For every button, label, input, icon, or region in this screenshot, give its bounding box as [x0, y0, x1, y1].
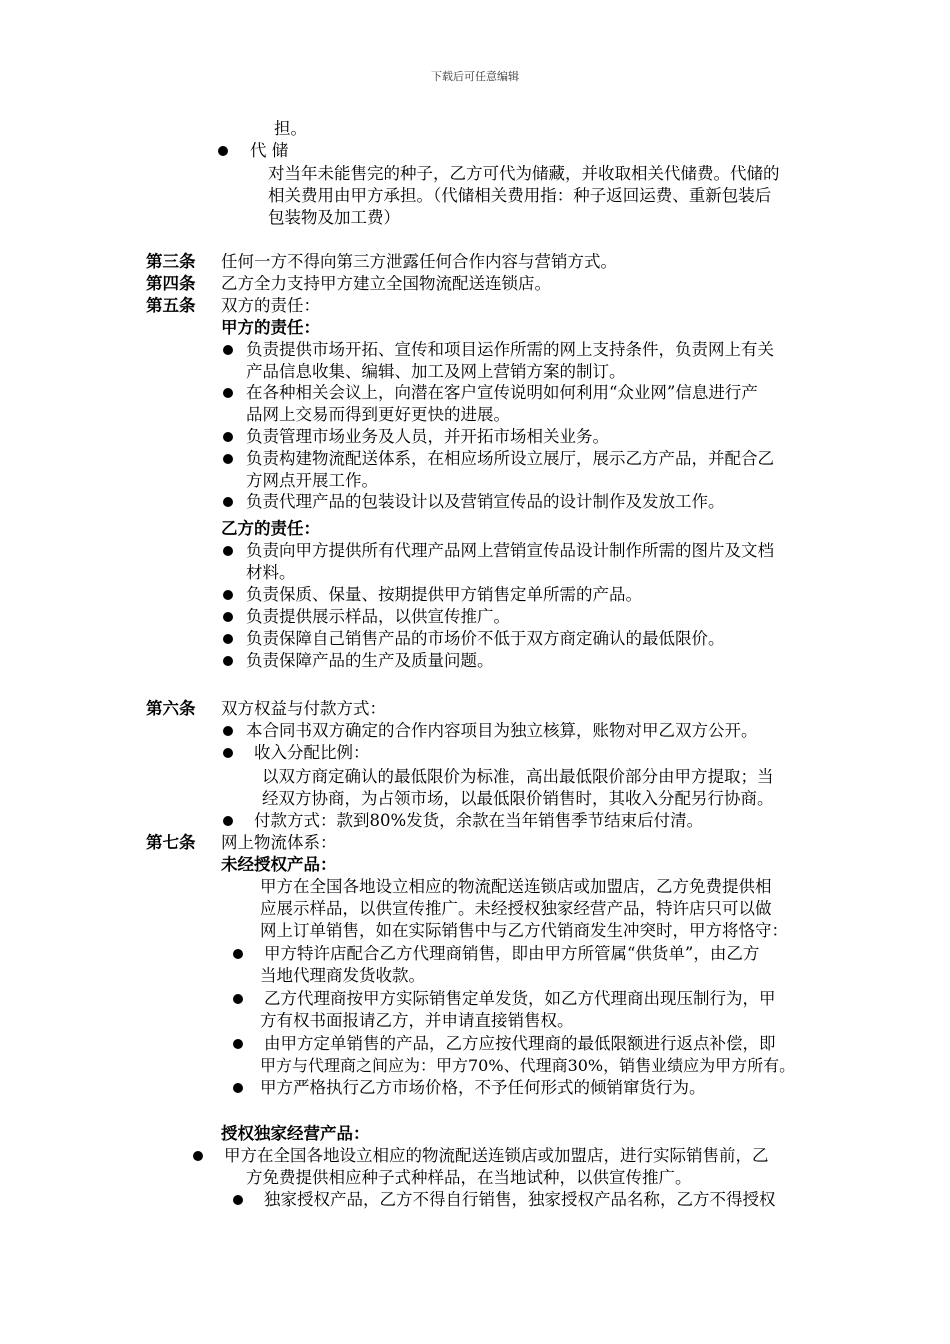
text-line: 包装物及加工费） [268, 208, 400, 227]
bullet-icon [223, 546, 233, 556]
article-text: 乙方全力支持甲方建立全国物流配送连锁店。 [221, 274, 551, 293]
bullet-icon [223, 748, 233, 758]
text-line: 以双方商定确认的最低限价为标准，高出最低限价部分由甲方提取；当 [262, 767, 774, 786]
article-number: 第七条 [146, 833, 196, 852]
bullet-icon [233, 1039, 243, 1049]
list-item: 负责向甲方提供所有代理产品网上营销宣传品设计制作所需的图片及文档 [246, 541, 774, 560]
list-item: 产品信息收集、编辑、加工及网上营销方案的制订。 [246, 362, 626, 381]
list-item: 独家授权产品，乙方不得自行销售，独家授权产品名称，乙方不得授权 [264, 1190, 776, 1209]
text-line: 对当年未能售完的种子，乙方可代为储藏，并收取相关代储费。代储的 [268, 164, 780, 183]
article-text: 网上物流体系： [221, 833, 337, 852]
list-item: 负责提供市场开拓、宣传和项目运作所需的网上支持条件，负责网上有关 [246, 340, 774, 359]
list-item: 负责保障产品的生产及质量问题。 [246, 651, 494, 670]
list-item: 材料。 [246, 563, 296, 582]
text-line: 相关费用由甲方承担。（代储相关费用指：种子返回运费、重新包装后 [268, 186, 772, 205]
text-line: 甲方在全国各地设立相应的物流配送连锁店或加盟店，乙方免费提供相 [260, 877, 772, 896]
bullet-icon [218, 146, 228, 156]
list-item: 负责保障自己销售产品的市场价不低于双方商定确认的最低限价。 [246, 629, 725, 648]
section-heading: 甲方的责任： [221, 318, 320, 337]
list-item: 当地代理商发货收款。 [260, 966, 425, 985]
page-header: 下载后可任意编辑 [431, 70, 519, 83]
list-item: 方网点开展工作。 [246, 471, 378, 490]
bullet-icon [233, 1083, 243, 1093]
list-item: 由甲方定单销售的产品，乙方应按代理商的最低限额进行返点补偿，即 [264, 1034, 776, 1053]
bullet-icon [193, 1151, 203, 1161]
text-line: 应展示样品，以供宣传推广。未经授权独家经营产品，特许店只可以做 [260, 899, 772, 918]
bullet-icon [233, 994, 243, 1004]
list-item: 甲方在全国各地设立相应的物流配送连锁店或加盟店，进行实际销售前，乙 [224, 1146, 769, 1165]
list-item: 方免费提供相应种子式种样品，在当地试种，以供宣传推广。 [246, 1168, 692, 1187]
list-item: 收入分配比例： [254, 743, 370, 762]
bullet-icon [223, 816, 233, 826]
bullet-icon [233, 949, 243, 959]
text-line: 经双方协商，为占领市场，以最低限价销售时，其收入分配另行协商。 [262, 789, 774, 808]
article-number: 第四条 [146, 274, 196, 293]
bullet-icon [233, 1195, 243, 1205]
list-item: 甲方与代理商之间应为：甲方70%、代理商30%，销售业绩应为甲方所有。 [260, 1056, 796, 1075]
bullet-icon [223, 388, 233, 398]
bullet-icon [223, 634, 233, 644]
list-item: 本合同书双方确定的合作内容项目为独立核算，账物对甲乙双方公开。 [246, 721, 758, 740]
list-item: 负责构建物流配送体系，在相应场所设立展厅，展示乙方产品，并配合乙 [246, 449, 774, 468]
text-line: 担。 [274, 119, 307, 138]
list-item: 方有权书面报请乙方，并申请直接销售权。 [260, 1011, 574, 1030]
section-heading: 未经授权产品： [221, 855, 337, 874]
text-line: 网上订单销售，如在实际销售中与乙方代销商发生冲突时，甲方将恪守： [260, 921, 788, 940]
bullet-icon [223, 590, 233, 600]
bullet-icon [223, 454, 233, 464]
article-text: 任何一方不得向第三方泄露任何合作内容与营销方式。 [221, 252, 617, 271]
bullet-icon [223, 497, 233, 507]
list-item: 付款方式：款到80%发货，余款在当年销售季节结束后付清。 [254, 811, 704, 830]
list-item: 甲方严格执行乙方市场价格，不予任何形式的倾销窜货行为。 [260, 1078, 706, 1097]
bullet-icon [223, 345, 233, 355]
list-item: 乙方代理商按甲方实际销售定单发货，如乙方代理商出现压制行为，甲 [264, 989, 776, 1008]
article-number: 第三条 [146, 252, 196, 271]
section-heading: 乙方的责任： [221, 519, 320, 538]
list-item: 负责保质、保量、按期提供甲方销售定单所需的产品。 [246, 585, 642, 604]
bullet-icon [223, 612, 233, 622]
bullet-icon [223, 726, 233, 736]
list-item: 负责管理市场业务及人员，并开拓市场相关业务。 [246, 427, 609, 446]
article-number: 第五条 [146, 296, 196, 315]
article-text: 双方权益与付款方式： [221, 699, 386, 718]
list-item: 负责提供展示样品，以供宣传推广。 [246, 607, 510, 626]
article-number: 第六条 [146, 699, 196, 718]
list-item: 负责代理产品的包装设计以及营销宣传品的设计制作及发放工作。 [246, 492, 725, 511]
bullet-icon [223, 432, 233, 442]
article-text: 双方的责任： [221, 296, 320, 315]
list-item: 甲方特许店配合乙方代理商销售，即由甲方所管属“供货单”，由乙方 [264, 944, 760, 963]
section-heading: 授权独家经营产品： [221, 1124, 370, 1143]
list-item: 品网上交易而得到更好更快的进展。 [246, 405, 510, 424]
list-item-heading: 代 储 [250, 141, 289, 160]
list-item: 在各种相关会议上，向潜在客户宣传说明如何利用“众业网”信息进行产 [246, 383, 758, 402]
bullet-icon [223, 656, 233, 666]
